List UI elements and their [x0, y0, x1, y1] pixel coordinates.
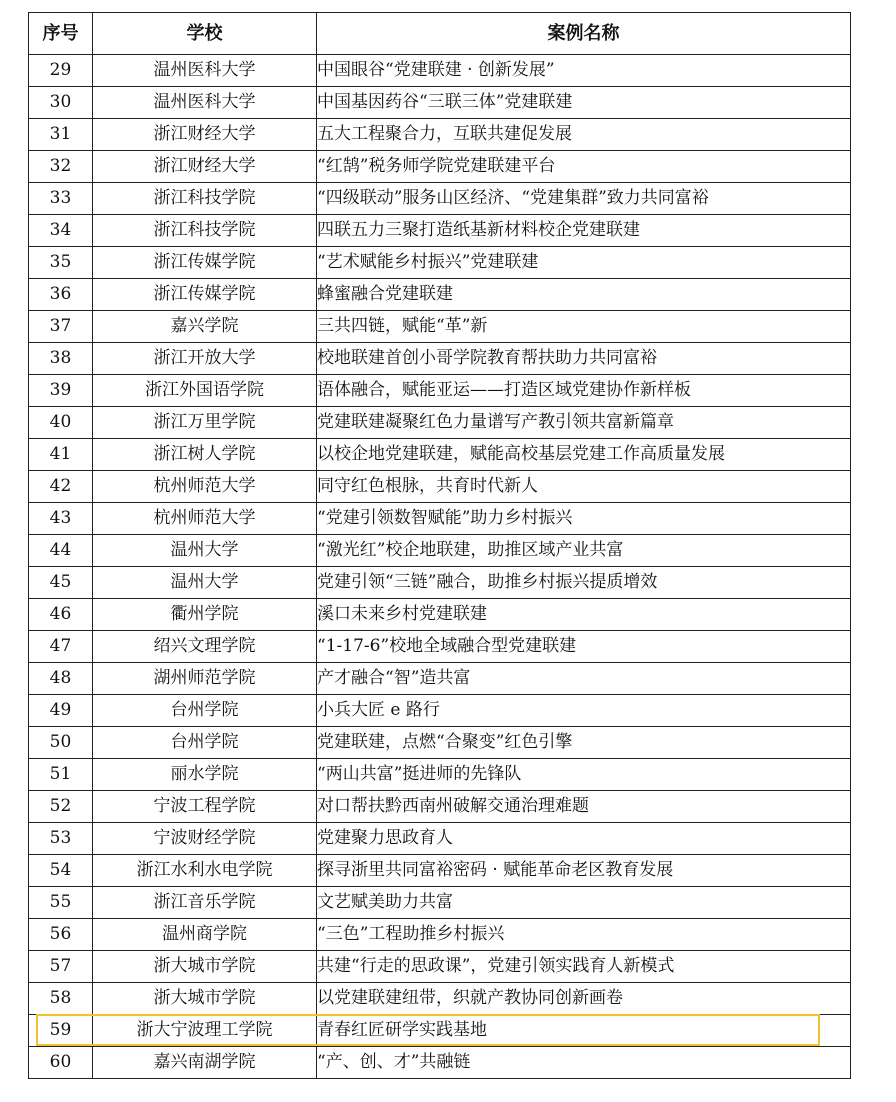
row-school: 浙江外国语学院: [93, 375, 317, 407]
row-school: 嘉兴南湖学院: [93, 1047, 317, 1079]
table-row: [29, 983, 851, 1015]
row-case-name: “艺术赋能乡村振兴”党建联建: [317, 247, 851, 279]
row-case-name: “激光红”校企地联建，助推区域产业共富: [317, 535, 851, 567]
table-header-row: [29, 13, 851, 55]
row-case-name: “党建引领数智赋能”助力乡村振兴: [317, 503, 851, 535]
row-school: 温州商学院: [93, 919, 317, 951]
row-school: 浙江财经大学: [93, 119, 317, 151]
row-case-name: “产、创、才”共融链: [317, 1047, 851, 1079]
row-serial-number: 35: [29, 247, 93, 279]
row-case-name: 产才融合“智”造共富: [317, 663, 851, 695]
row-school: 浙江音乐学院: [93, 887, 317, 919]
row-serial-number: 29: [29, 55, 93, 87]
table-row: [29, 727, 851, 759]
table-row: [29, 183, 851, 215]
row-serial-number: 30: [29, 87, 93, 119]
row-school: 浙江水利水电学院: [93, 855, 317, 887]
table-row: [29, 87, 851, 119]
table-row: [29, 599, 851, 631]
row-case-name: “四级联动”服务山区经济、“党建集群”致力共同富裕: [317, 183, 851, 215]
table-row: [29, 631, 851, 663]
row-serial-number: 40: [29, 407, 93, 439]
row-case-name: 文艺赋美助力共富: [317, 887, 851, 919]
row-case-name: “红鹄”税务师学院党建联建平台: [317, 151, 851, 183]
row-serial-number: 45: [29, 567, 93, 599]
row-school: 绍兴文理学院: [93, 631, 317, 663]
row-serial-number: 39: [29, 375, 93, 407]
row-school: 宁波工程学院: [93, 791, 317, 823]
header-case-name: 案例名称: [317, 13, 851, 55]
table-row: [29, 247, 851, 279]
table-row: [29, 1015, 851, 1047]
row-serial-number: 55: [29, 887, 93, 919]
row-serial-number: 44: [29, 535, 93, 567]
row-school: 浙大城市学院: [93, 951, 317, 983]
row-school: 温州医科大学: [93, 87, 317, 119]
header-serial-number: 序号: [29, 13, 93, 55]
row-serial-number: 58: [29, 983, 93, 1015]
row-case-name: “1-17-6”校地全域融合型党建联建: [317, 631, 851, 663]
table-row: [29, 151, 851, 183]
table-row: [29, 759, 851, 791]
row-case-name: 中国基因药谷“三联三体”党建联建: [317, 87, 851, 119]
row-school: 嘉兴学院: [93, 311, 317, 343]
row-case-name: 党建引领“三链”融合，助推乡村振兴提质增效: [317, 567, 851, 599]
row-school: 温州医科大学: [93, 55, 317, 87]
row-case-name: 青春红匠研学实践基地: [317, 1015, 851, 1047]
row-school: 杭州师范大学: [93, 471, 317, 503]
row-case-name: 蜂蜜融合党建联建: [317, 279, 851, 311]
row-case-name: 小兵大匠 e 路行: [317, 695, 851, 727]
row-serial-number: 46: [29, 599, 93, 631]
row-case-name: 四联五力三聚打造纸基新材料校企党建联建: [317, 215, 851, 247]
row-serial-number: 42: [29, 471, 93, 503]
table-row: [29, 1047, 851, 1079]
row-case-name: 对口帮扶黔西南州破解交通治理难题: [317, 791, 851, 823]
row-school: 浙江传媒学院: [93, 247, 317, 279]
table-row: [29, 55, 851, 87]
row-school: 温州大学: [93, 567, 317, 599]
row-serial-number: 49: [29, 695, 93, 727]
row-case-name: 以校企地党建联建，赋能高校基层党建工作高质量发展: [317, 439, 851, 471]
case-list-table: [28, 12, 851, 1079]
table-row: [29, 311, 851, 343]
row-school: 浙江树人学院: [93, 439, 317, 471]
row-serial-number: 34: [29, 215, 93, 247]
row-school: 衢州学院: [93, 599, 317, 631]
row-case-name: 语体融合，赋能亚运——打造区域党建协作新样板: [317, 375, 851, 407]
row-case-name: 三共四链，赋能“革”新: [317, 311, 851, 343]
row-school: 温州大学: [93, 535, 317, 567]
table-row: [29, 471, 851, 503]
row-school: 浙江万里学院: [93, 407, 317, 439]
row-school: 浙江科技学院: [93, 183, 317, 215]
header-school: 学校: [93, 13, 317, 55]
row-serial-number: 52: [29, 791, 93, 823]
row-serial-number: 56: [29, 919, 93, 951]
row-case-name: 共建“行走的思政课”，党建引领实践育人新模式: [317, 951, 851, 983]
row-case-name: “三色”工程助推乡村振兴: [317, 919, 851, 951]
row-case-name: 溪口未来乡村党建联建: [317, 599, 851, 631]
row-case-name: 党建联建，点燃“合聚变”红色引擎: [317, 727, 851, 759]
row-case-name: 五大工程聚合力，互联共建促发展: [317, 119, 851, 151]
row-school: 湖州师范学院: [93, 663, 317, 695]
row-serial-number: 32: [29, 151, 93, 183]
row-serial-number: 47: [29, 631, 93, 663]
row-serial-number: 53: [29, 823, 93, 855]
row-school: 浙江开放大学: [93, 343, 317, 375]
row-serial-number: 37: [29, 311, 93, 343]
row-case-name: 校地联建首创小哥学院教育帮扶助力共同富裕: [317, 343, 851, 375]
row-case-name: 探寻浙里共同富裕密码 · 赋能革命老区教育发展: [317, 855, 851, 887]
row-school: 丽水学院: [93, 759, 317, 791]
row-serial-number: 33: [29, 183, 93, 215]
table-row: [29, 375, 851, 407]
table-row: [29, 215, 851, 247]
table-row: [29, 439, 851, 471]
table-row: [29, 695, 851, 727]
row-school: 宁波财经学院: [93, 823, 317, 855]
row-case-name: 同守红色根脉，共育时代新人: [317, 471, 851, 503]
row-serial-number: 54: [29, 855, 93, 887]
row-serial-number: 38: [29, 343, 93, 375]
row-school: 杭州师范大学: [93, 503, 317, 535]
row-serial-number: 31: [29, 119, 93, 151]
table-row: [29, 343, 851, 375]
table-row: [29, 951, 851, 983]
row-serial-number: 51: [29, 759, 93, 791]
row-school: 浙江财经大学: [93, 151, 317, 183]
table-row: [29, 279, 851, 311]
table-row: [29, 791, 851, 823]
row-school: 浙江科技学院: [93, 215, 317, 247]
row-serial-number: 59: [29, 1015, 93, 1047]
row-school: 浙大城市学院: [93, 983, 317, 1015]
row-case-name: 党建聚力思政育人: [317, 823, 851, 855]
row-case-name: “两山共富”挺进师的先锋队: [317, 759, 851, 791]
table-row: [29, 663, 851, 695]
row-serial-number: 48: [29, 663, 93, 695]
table-row: [29, 119, 851, 151]
row-school: 浙大宁波理工学院: [93, 1015, 317, 1047]
row-case-name: 中国眼谷“党建联建 · 创新发展”: [317, 55, 851, 87]
row-case-name: 党建联建凝聚红色力量谱写产教引领共富新篇章: [317, 407, 851, 439]
table-row: [29, 919, 851, 951]
row-serial-number: 57: [29, 951, 93, 983]
table-row: [29, 823, 851, 855]
row-serial-number: 43: [29, 503, 93, 535]
row-case-name: 以党建联建纽带，织就产教协同创新画卷: [317, 983, 851, 1015]
table-row: [29, 887, 851, 919]
table-row: [29, 503, 851, 535]
table-row: [29, 407, 851, 439]
row-serial-number: 36: [29, 279, 93, 311]
table-row: [29, 535, 851, 567]
row-school: 浙江传媒学院: [93, 279, 317, 311]
table-row: [29, 855, 851, 887]
row-school: 台州学院: [93, 695, 317, 727]
table-body: [29, 55, 851, 1079]
table-row: [29, 567, 851, 599]
row-serial-number: 60: [29, 1047, 93, 1079]
row-serial-number: 41: [29, 439, 93, 471]
row-school: 台州学院: [93, 727, 317, 759]
row-serial-number: 50: [29, 727, 93, 759]
